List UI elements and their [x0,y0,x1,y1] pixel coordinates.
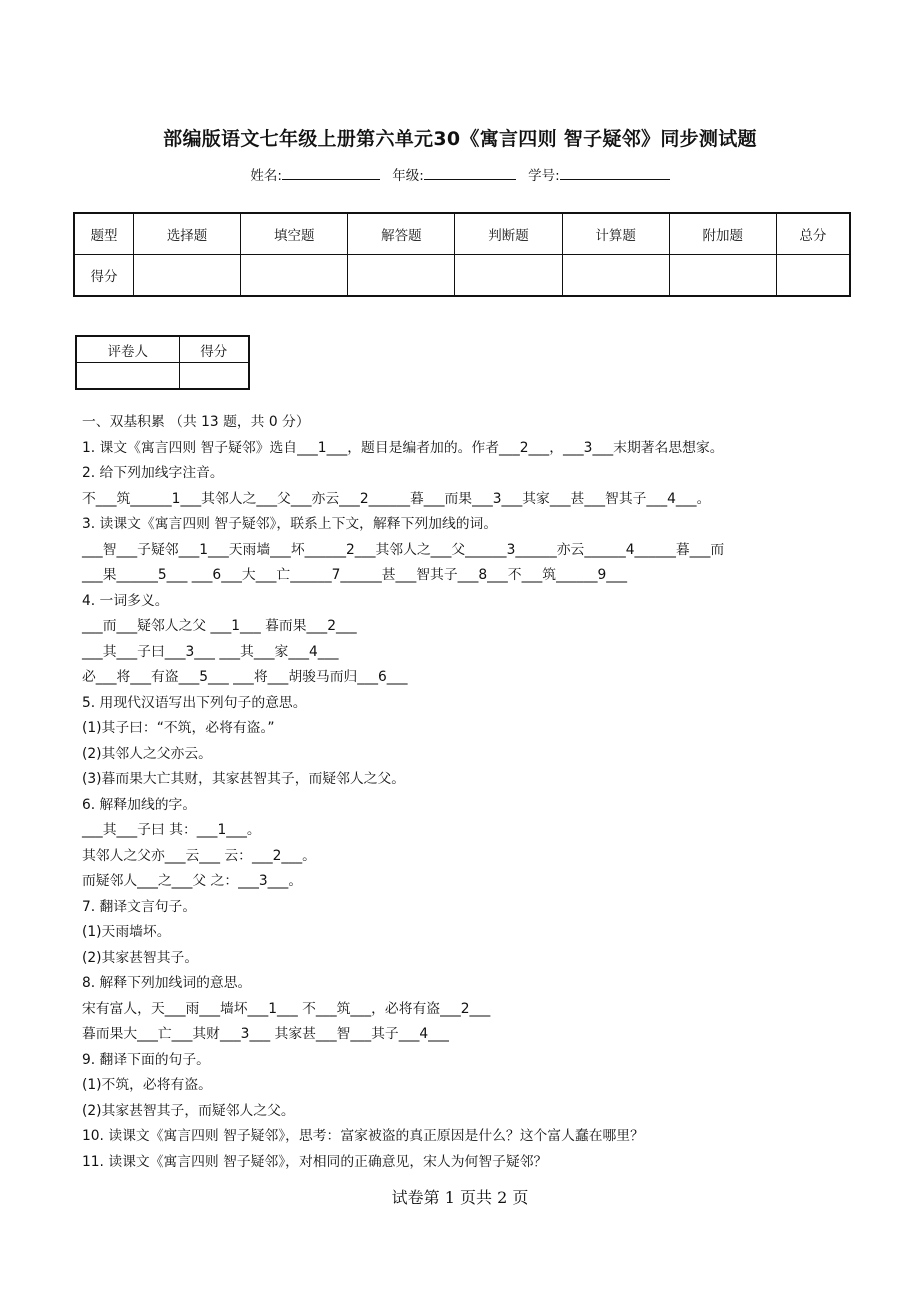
score-header-cell: 解答题 [348,213,455,255]
grader-table [75,335,250,390]
question-line: 6. 解释加线的字。 [82,796,197,813]
question-line: 5. 用现代汉语写出下列句子的意思。 [82,694,307,711]
grader-header-cell: 得分 [179,336,249,363]
score-cell[interactable] [455,255,562,297]
score-cell[interactable] [348,255,455,297]
page-footer: 试卷第 1 页共 2 页 [391,1188,529,1207]
question-line: ___其___子曰 其：___1___。 [82,822,261,838]
student-info [0,164,920,184]
score-header-cell: 题型 [74,213,134,255]
question-line: 不___筑______1___其邻人之___父___亦云___2______暮___而果___3___其家___甚___智其子___4___。 [82,490,711,507]
question-line: (1)不筑，必将有盗。 [82,1077,212,1093]
score-header-cell: 附加题 [669,213,776,255]
grader-header-row [76,336,249,363]
question-line: (1)天雨墙坏。 [82,924,171,940]
grader-value-row [76,363,249,390]
score-header-row [74,213,850,255]
score-table [73,212,851,297]
question-line: (2)其家甚智其子。 [82,949,199,966]
question-line: 4. 一词多义。 [82,592,169,609]
question-line: 3. 读课文《寓言四则 智子疑邻》，联系上下文，解释下列加线的词。 [82,516,498,532]
question-line: 1. 课文《寓言四则 智子疑邻》选自___1___，题目是编者加的。作者___2___，___3___末期著名思想家。 [82,439,724,456]
grade-label: 年级: [392,168,424,184]
score-value-row [74,255,850,297]
question-line: 8. 解释下列加线词的意思。 [82,975,252,991]
name-label: 姓名: [250,168,282,184]
name-field[interactable] [282,167,380,180]
grader-cell[interactable] [76,363,179,390]
grader-cell[interactable] [179,363,249,390]
score-header-cell: 判断题 [455,213,562,255]
question-line: 而疑邻人___之___父 之：___3___。 [82,873,303,889]
section-heading: 一、双基积累 （共 13 题，共 0 分） [82,414,310,430]
question-line: 11. 读课文《寓言四则 智子疑邻》，对相同的正确意见，宋人为何智子疑邻？ [82,1153,548,1170]
score-header-cell: 选择题 [134,213,241,255]
question-line: 宋有富人，天___雨___墙坏___1___ 不___筑___，必将有盗___2___ [82,1000,491,1017]
score-cell[interactable] [562,255,669,297]
grader-header-cell: 评卷人 [76,336,179,363]
question-line: 其邻人之父亦___云___ 云：___2___。 [82,847,316,864]
id-field[interactable] [560,167,670,180]
score-header-cell: 填空题 [241,213,348,255]
question-line: 7. 翻译文言句子。 [82,898,197,915]
score-cell[interactable] [134,255,241,297]
question-line: 2. 给下列加线字注音。 [82,465,224,481]
score-cell[interactable] [776,255,850,297]
question-line: 9. 翻译下面的句子。 [82,1051,210,1068]
score-cell[interactable] [669,255,776,297]
id-label: 学号: [528,168,560,184]
question-line: 10. 读课文《寓言四则 智子疑邻》，思考：富家被盗的真正原因是什么？这个富人蠢在哪里？ [82,1128,644,1144]
question-line: ___其___子曰___3___ ___其___家___4___ [82,643,339,660]
question-line: 必___将___有盗___5___ ___将___胡骏马而归___6___ [82,669,408,685]
question-line: (3)暮而果大亡其财，其家甚智其子，而疑邻人之父。 [82,771,406,787]
score-header-cell: 计算题 [562,213,669,255]
question-line: (2)其邻人之父亦云。 [82,745,212,762]
score-header-cell: 总分 [776,213,850,255]
question-line: ___智___子疑邻___1___天雨墙___坏______2___其邻人之___父______3______亦云______4______暮___而 [82,541,725,558]
exam-title: 部编版语文七年级上册第六单元30《寓言四则 智子疑邻》同步测试题 [163,128,757,150]
grade-field[interactable] [424,167,516,180]
score-cell[interactable] [241,255,348,297]
question-content [82,410,842,1175]
question-line: (1)其子曰：“不筑，必将有盗。” [82,720,275,736]
question-line: ___果______5___ ___6___大___亡______7______甚___智其子___8___不___筑______9___ [82,567,627,583]
question-line: 暮而果大___亡___其财___3___ 其家甚___智___其子___4___ [82,1026,449,1042]
question-line: ___而___疑邻人之父 ___1___ 暮而果___2___ [82,618,357,634]
question-line: (2)其家甚智其子，而疑邻人之父。 [82,1102,295,1119]
score-row-label: 得分 [74,255,134,297]
